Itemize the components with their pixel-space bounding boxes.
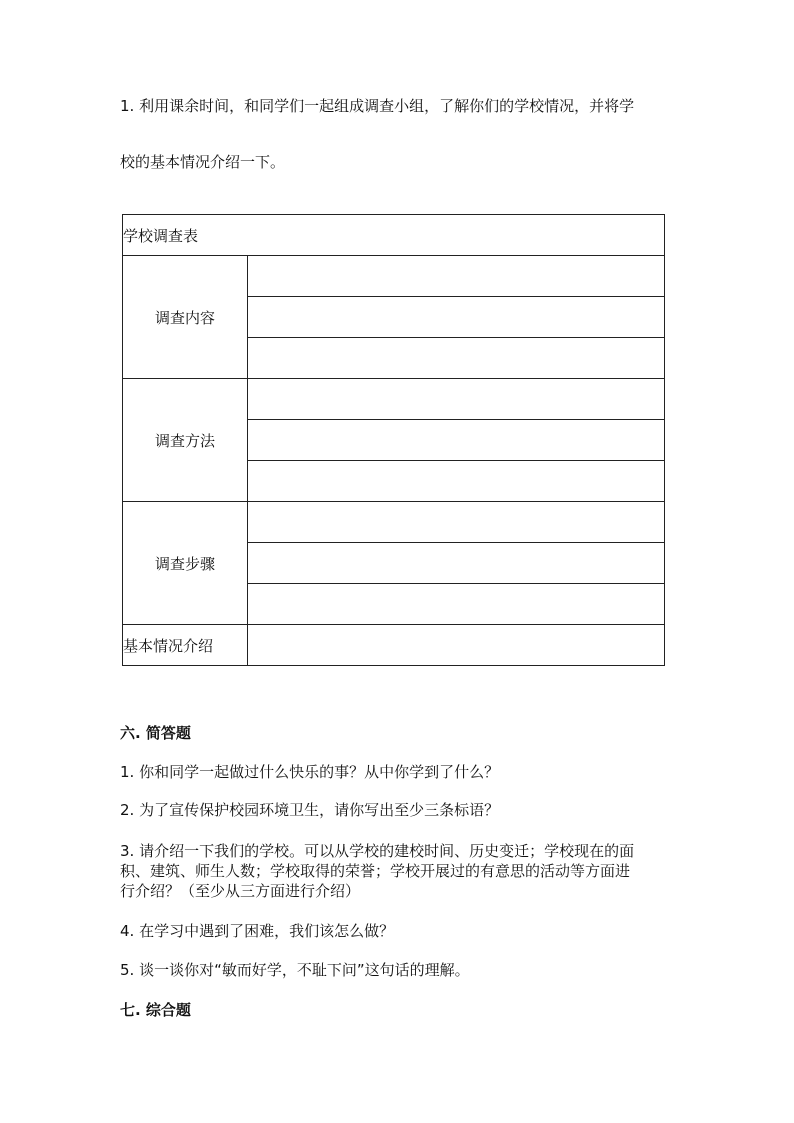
table-row xyxy=(123,256,665,297)
table-row xyxy=(123,625,665,666)
question-2: 2. 为了宣传保护校园环境卫生，请你写出至少三条标语？ xyxy=(120,801,500,819)
blank-answer-cell[interactable] xyxy=(248,502,665,543)
table-title-row xyxy=(123,215,665,256)
question-4: 4. 在学习中遇到了困难，我们该怎么做？ xyxy=(120,922,395,940)
question-5: 5. 谈一谈你对“敏而好学，不耻下问”这句话的理解。 xyxy=(120,961,470,979)
row-label-method: 调查方法 xyxy=(123,379,248,502)
blank-answer-cell[interactable] xyxy=(248,297,665,338)
table-title: 学校调查表 xyxy=(123,215,665,256)
table-row xyxy=(123,502,665,543)
question-intro-line-2: 校的基本情况介绍一下。 xyxy=(120,153,286,171)
blank-answer-cell[interactable] xyxy=(248,338,665,379)
blank-answer-cell[interactable] xyxy=(248,461,665,502)
blank-answer-cell[interactable] xyxy=(248,256,665,297)
question-3-line-1: 3. 请介绍一下我们的学校。可以从学校的建校时间、历史变迁；学校现在的面 xyxy=(120,842,635,860)
blank-answer-cell[interactable] xyxy=(248,584,665,625)
row-label-steps: 调查步骤 xyxy=(123,502,248,625)
section-6-heading: 六. 简答题 xyxy=(120,724,191,742)
blank-answer-cell[interactable] xyxy=(248,420,665,461)
question-3-line-3: 行介绍？（至少从三方面进行介绍） xyxy=(120,882,361,900)
blank-answer-cell[interactable] xyxy=(248,625,665,666)
section-7-heading: 七. 综合题 xyxy=(120,1001,191,1019)
table-row xyxy=(123,379,665,420)
blank-answer-cell[interactable] xyxy=(248,543,665,584)
question-3-line-2: 积、建筑、师生人数；学校取得的荣誉；学校开展过的有意思的活动等方面进 xyxy=(120,862,631,880)
row-label-content: 调查内容 xyxy=(123,256,248,379)
row-label-summary: 基本情况介绍 xyxy=(123,625,248,666)
blank-answer-cell[interactable] xyxy=(248,379,665,420)
question-1: 1. 你和同学一起做过什么快乐的事？从中你学到了什么？ xyxy=(120,763,500,781)
question-intro-line-1: 1. 利用课余时间，和同学们一起组成调查小组，了解你们的学校情况，并将学 xyxy=(120,97,635,115)
school-survey-table xyxy=(122,214,665,666)
